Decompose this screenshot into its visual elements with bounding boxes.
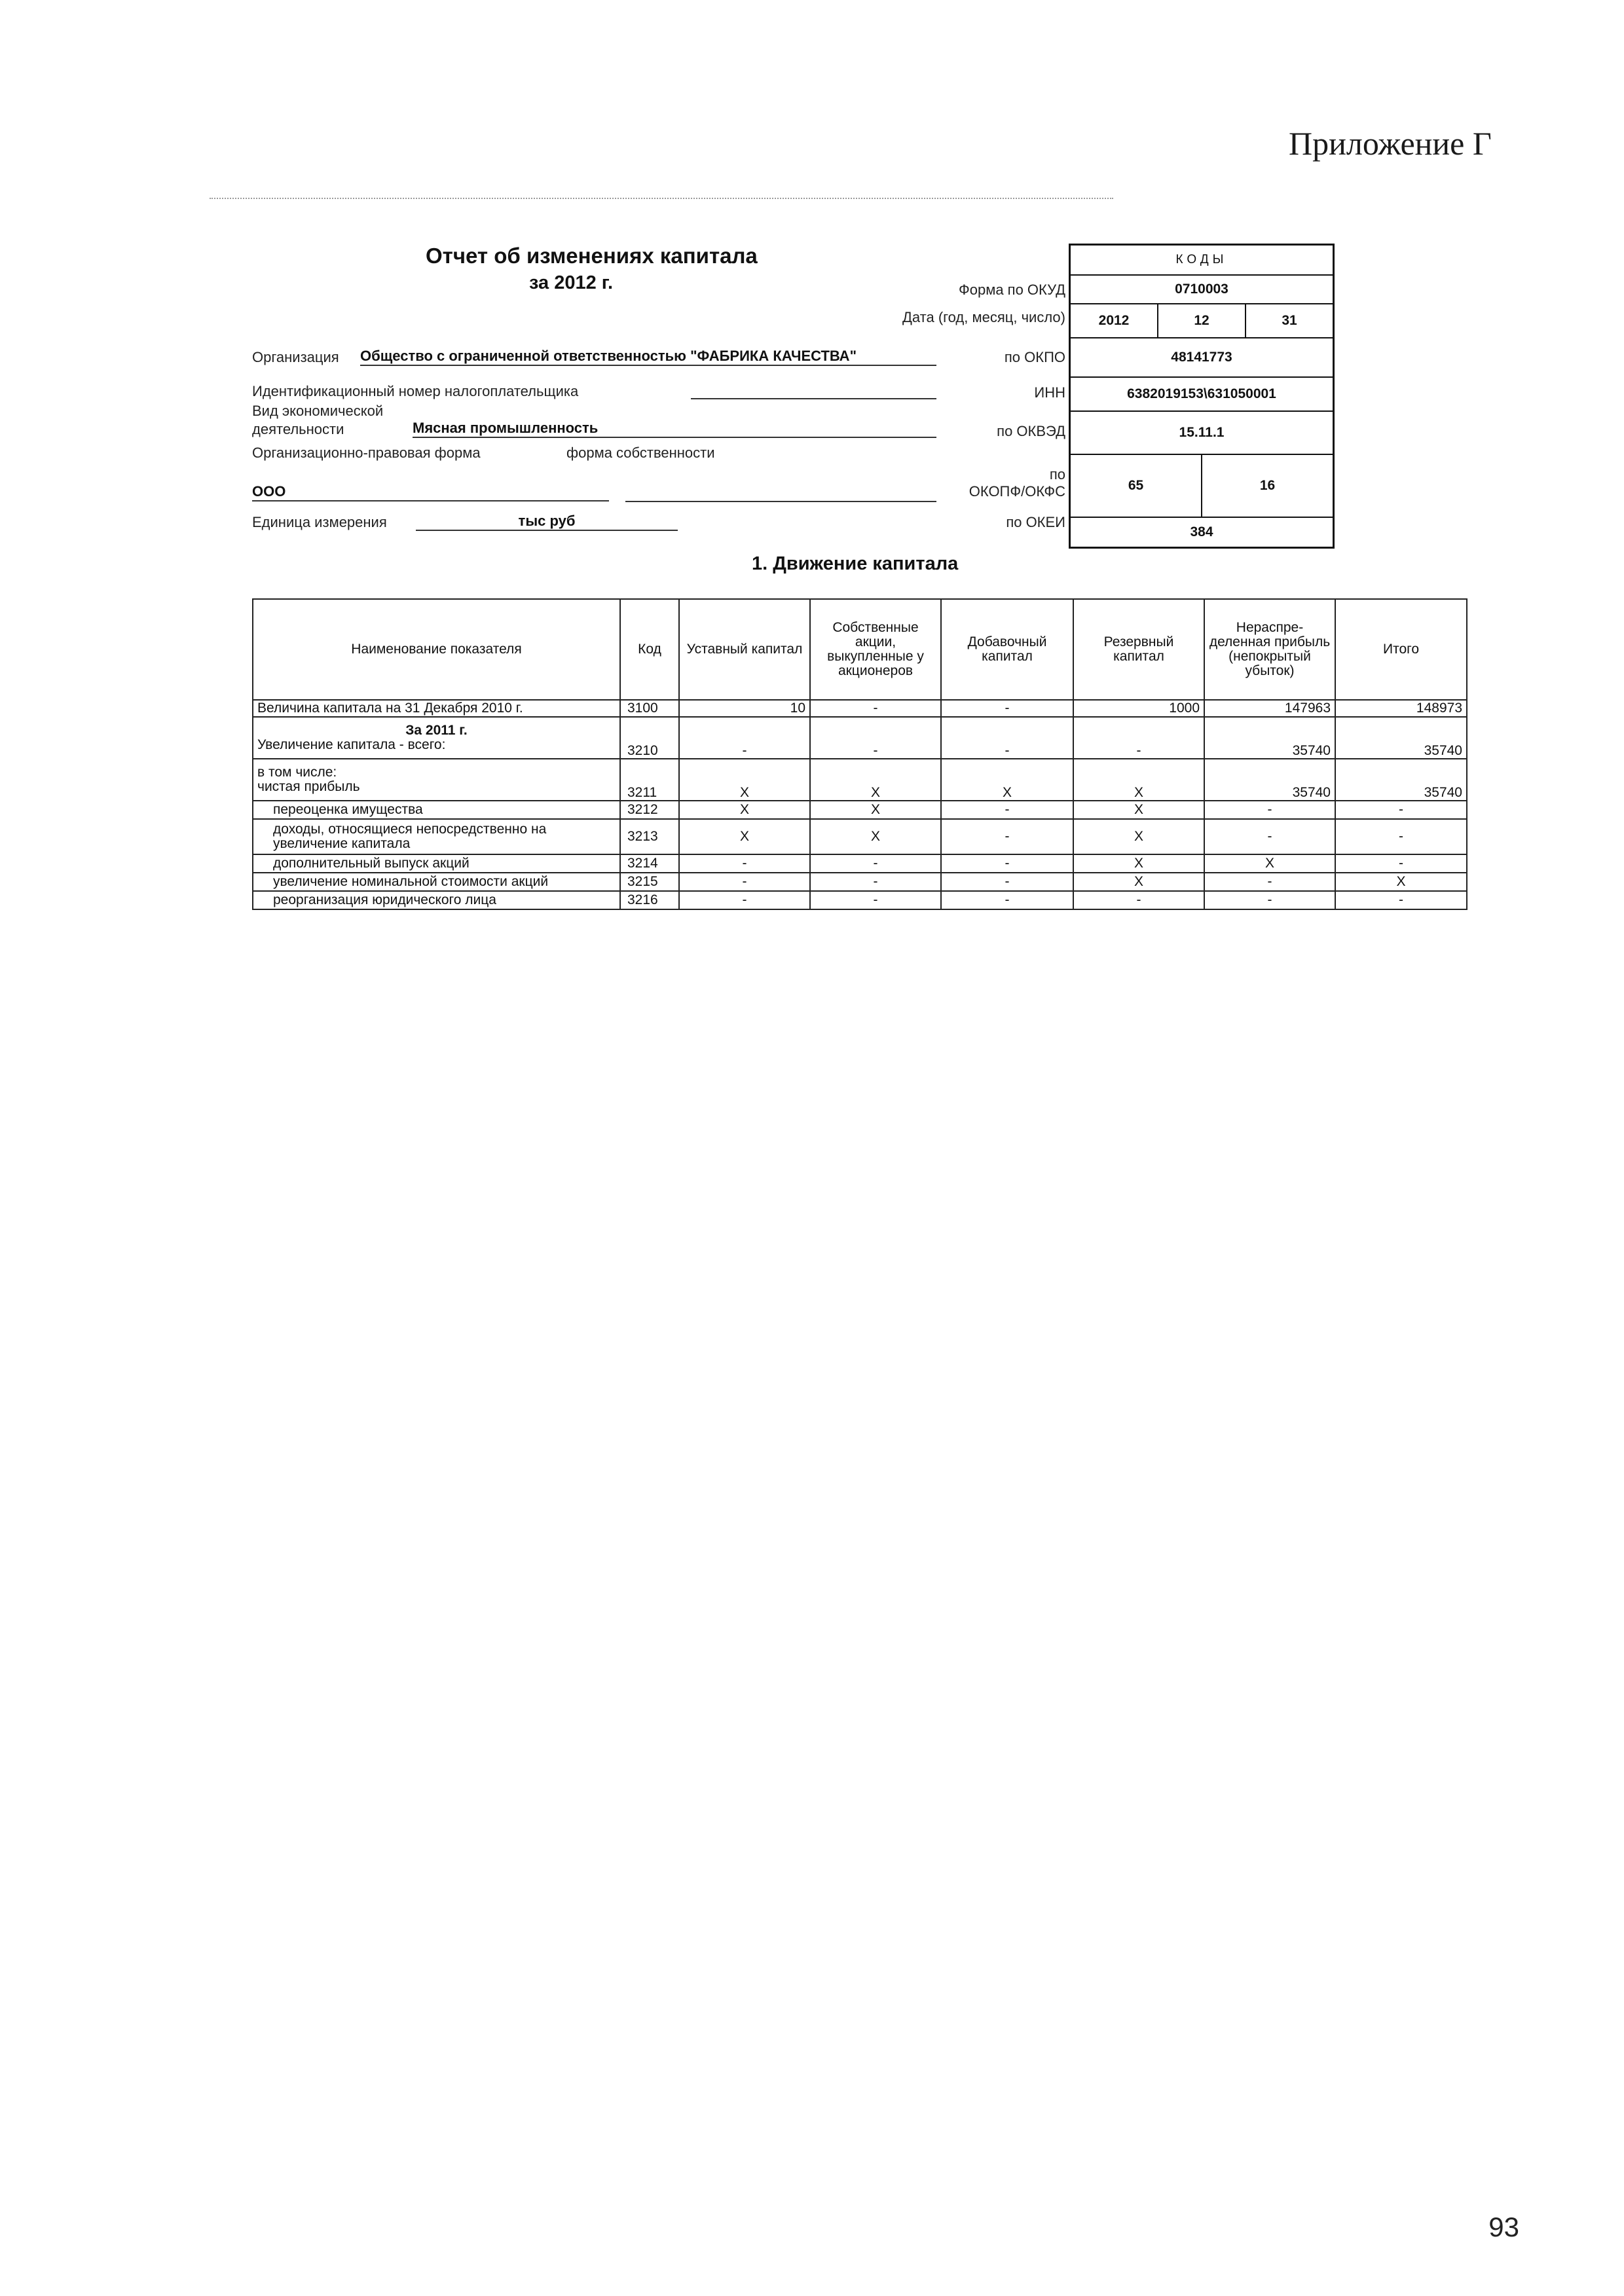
table-header-row xyxy=(253,599,1467,700)
cell-total: X xyxy=(1335,873,1467,891)
cell-additional: - xyxy=(941,819,1073,854)
okfs-code: 16 xyxy=(1201,455,1333,517)
okopf-code: 65 xyxy=(1128,478,1144,493)
row-name: увеличение номинальной стоимости акций xyxy=(253,873,620,891)
cell-additional: - xyxy=(941,854,1073,873)
row-code: 3214 xyxy=(620,854,679,873)
cell-additional: - xyxy=(941,891,1073,909)
cell-retained: - xyxy=(1204,891,1335,909)
date-label: Дата (год, месяц, число) xyxy=(902,309,1065,325)
cell-own-shares: - xyxy=(810,717,941,759)
group-heading: в том числе: xyxy=(257,764,337,780)
ownership-underline xyxy=(625,501,936,502)
row-code: 3215 xyxy=(620,873,679,891)
row-code: 3216 xyxy=(620,891,679,909)
top-divider xyxy=(210,198,1113,199)
table-row xyxy=(253,854,1467,873)
row-name: доходы, относящиеся непосредственно на увеличение капитала xyxy=(253,819,620,854)
inn-label: ИНН xyxy=(1034,384,1065,401)
okpo-label: по ОКПО xyxy=(1004,349,1065,365)
unit-label: Единица измерения xyxy=(252,514,387,530)
activity-label-line1: Вид экономической xyxy=(252,403,384,419)
table-row xyxy=(253,891,1467,909)
col-header-charter-capital: Уставный капитал xyxy=(679,599,810,700)
cell-additional: - xyxy=(941,873,1073,891)
date-year: 2012 xyxy=(1098,313,1130,328)
row-name: реорганизация юридического лица xyxy=(253,891,620,909)
table-row xyxy=(253,717,1467,759)
cell-reserve: - xyxy=(1073,717,1204,759)
org-value: Общество с ограниченной ответственностью "ФАБРИКА КАЧЕСТВА" xyxy=(360,348,936,366)
row-name xyxy=(253,717,620,759)
cell-total: - xyxy=(1335,819,1467,854)
cell-own-shares: X xyxy=(810,759,941,801)
row-code: 3211 xyxy=(620,759,679,801)
org-label: Организация xyxy=(252,349,339,365)
cell-additional: X xyxy=(941,759,1073,801)
table-row xyxy=(253,819,1467,854)
date-month: 12 xyxy=(1157,304,1245,337)
cell-charter: X xyxy=(679,801,810,819)
cell-charter: - xyxy=(679,891,810,909)
inn-underline xyxy=(691,398,936,399)
cell-retained: X xyxy=(1204,854,1335,873)
row-name: дополнительный выпуск акций xyxy=(253,854,620,873)
section-title: 1. Движение капитала xyxy=(752,553,959,574)
codes-header: КОДЫ xyxy=(1175,253,1228,266)
cell-charter: X xyxy=(679,819,810,854)
cell-reserve: X xyxy=(1073,801,1204,819)
ownership-label: форма собственности xyxy=(566,445,715,461)
inn-description: Идентификационный номер налогоплательщика xyxy=(252,383,579,399)
cell-own-shares: X xyxy=(810,801,941,819)
page-number: 93 xyxy=(1488,2212,1519,2242)
cell-additional: - xyxy=(941,700,1073,717)
cell-retained: - xyxy=(1204,873,1335,891)
okud-label: Форма по ОКУД xyxy=(959,282,1065,298)
table-row xyxy=(253,759,1467,801)
cell-own-shares: - xyxy=(810,873,941,891)
cell-total: - xyxy=(1335,854,1467,873)
okved-code: 15.11.1 xyxy=(1179,425,1225,440)
table-row xyxy=(253,801,1467,819)
cell-total: 148973 xyxy=(1335,700,1467,717)
cell-retained: 35740 xyxy=(1204,759,1335,801)
row-code: 3210 xyxy=(620,717,679,759)
okei-code: 384 xyxy=(1190,524,1213,539)
row-label: чистая прибыль xyxy=(257,779,360,794)
okud-code: 0710003 xyxy=(1175,282,1228,297)
col-header-reserve-capital: Резервный капитал xyxy=(1073,599,1204,700)
legal-form-label: Организационно-правовая форма xyxy=(252,445,481,461)
activity-label-line2: деятельности xyxy=(252,421,344,437)
okpo-code: 48141773 xyxy=(1171,350,1232,365)
cell-reserve: - xyxy=(1073,891,1204,909)
report-title: Отчет об изменениях капитала xyxy=(426,244,758,268)
row-name: Величина капитала на 31 Декабря 2010 г. xyxy=(253,700,620,717)
cell-reserve: X xyxy=(1073,854,1204,873)
col-header-retained-earnings: Нераспре-деленная прибыль (непокрытый убыток) xyxy=(1204,599,1335,700)
cell-reserve: 1000 xyxy=(1073,700,1204,717)
group-heading: За 2011 г. xyxy=(405,722,468,738)
cell-total: 35740 xyxy=(1335,717,1467,759)
col-header-additional-capital: Добавочный капитал xyxy=(941,599,1073,700)
cell-retained: 147963 xyxy=(1204,700,1335,717)
table-row xyxy=(253,873,1467,891)
legal-form-value: ООО xyxy=(252,483,609,501)
col-header-name: Наименование показателя xyxy=(253,599,620,700)
cell-additional: - xyxy=(941,717,1073,759)
okopf-label: ОКОПФ/ОКФС xyxy=(969,483,1065,500)
cell-additional: - xyxy=(941,801,1073,819)
row-name: переоценка имущества xyxy=(253,801,620,819)
col-header-code: Код xyxy=(620,599,679,700)
okved-label: по ОКВЭД xyxy=(997,423,1065,439)
row-code: 3213 xyxy=(620,819,679,854)
activity-value: Мясная промышленность xyxy=(413,420,936,438)
cell-own-shares: - xyxy=(810,854,941,873)
cell-charter: 10 xyxy=(679,700,810,717)
cell-total: 35740 xyxy=(1335,759,1467,801)
cell-own-shares: - xyxy=(810,891,941,909)
cell-total: - xyxy=(1335,891,1467,909)
cell-charter: X xyxy=(679,759,810,801)
cell-retained: - xyxy=(1204,819,1335,854)
cell-charter: - xyxy=(679,717,810,759)
col-header-total: Итого xyxy=(1335,599,1467,700)
cell-retained: 35740 xyxy=(1204,717,1335,759)
cell-reserve: X xyxy=(1073,819,1204,854)
col-header-own-shares: Собственные акции, выкупленные у акционеров xyxy=(810,599,941,700)
report-period: за 2012 г. xyxy=(529,272,614,293)
unit-value: тыс руб xyxy=(416,513,678,531)
cell-reserve: X xyxy=(1073,759,1204,801)
cell-own-shares: X xyxy=(810,819,941,854)
row-name xyxy=(253,759,620,801)
date-day: 31 xyxy=(1245,304,1333,337)
okei-label: по ОКЕИ xyxy=(1006,514,1065,530)
table-row xyxy=(253,700,1467,717)
okopf-label-top: по xyxy=(1049,466,1065,483)
appendix-label: Приложение Г xyxy=(1289,125,1492,162)
row-label: Увеличение капитала - всего: xyxy=(257,737,446,752)
cell-reserve: X xyxy=(1073,873,1204,891)
row-code: 3212 xyxy=(620,801,679,819)
cell-charter: - xyxy=(679,854,810,873)
cell-charter: - xyxy=(679,873,810,891)
cell-own-shares: - xyxy=(810,700,941,717)
codes-box xyxy=(1069,244,1335,549)
row-code: 3100 xyxy=(620,700,679,717)
cell-retained: - xyxy=(1204,801,1335,819)
cell-total: - xyxy=(1335,801,1467,819)
inn-code: 6382019153\631050001 xyxy=(1127,386,1276,401)
capital-movement-table xyxy=(252,598,1467,910)
